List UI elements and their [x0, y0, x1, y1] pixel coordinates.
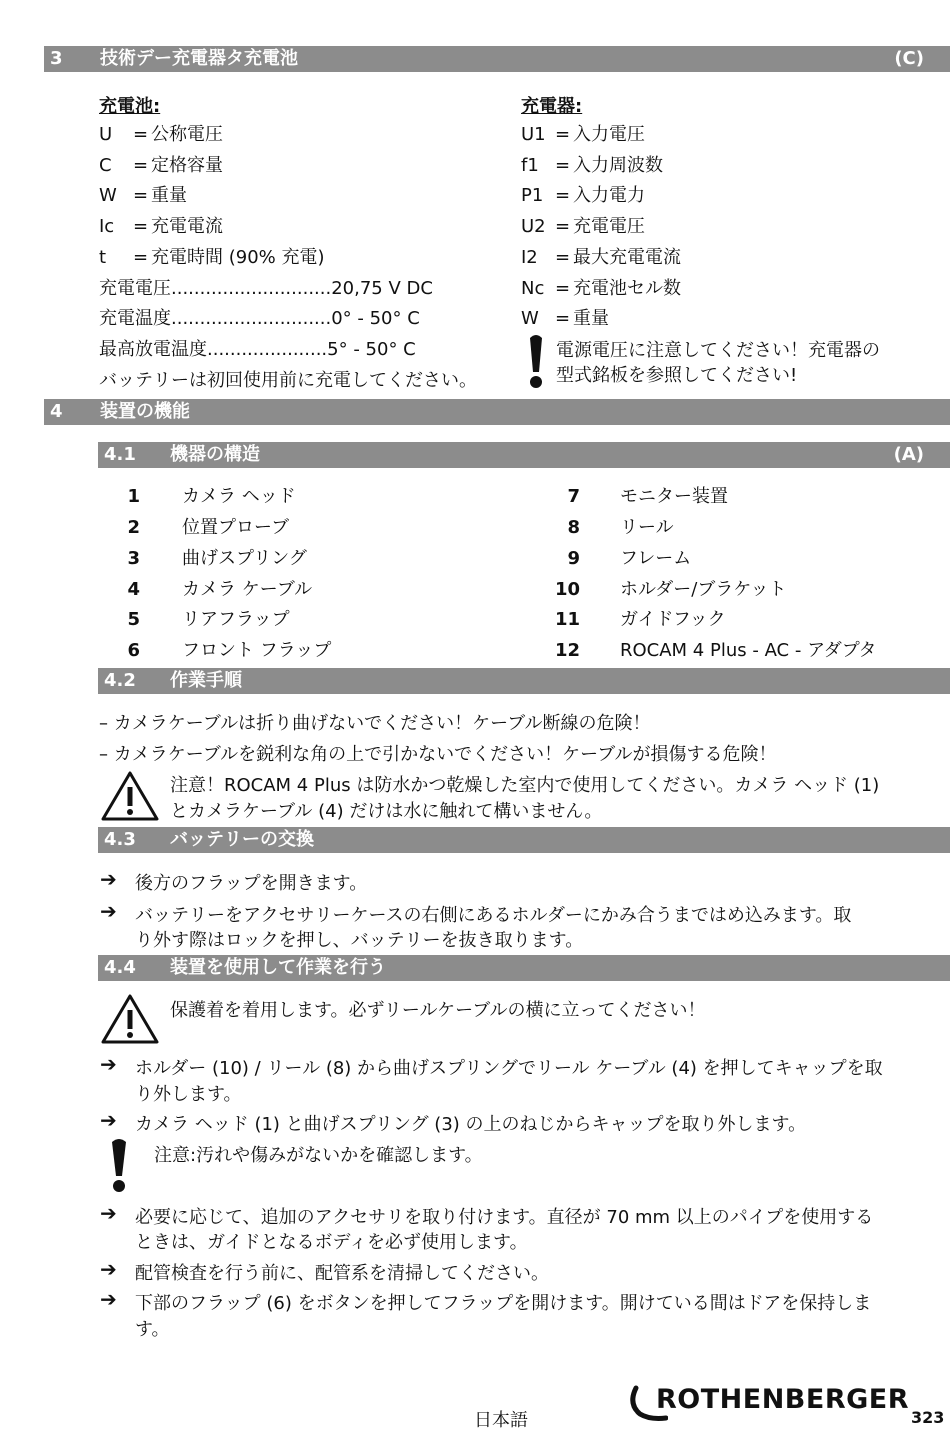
warning-triangle-icon: [100, 770, 160, 822]
battery-note: バッテリーは初回使用前に充電してください。: [99, 370, 477, 391]
section-number: 4.4: [104, 957, 136, 978]
list-item: 11 ガイドフック: [554, 609, 726, 630]
section-number: 3: [50, 48, 63, 69]
arrow-icon: ➔: [100, 1287, 117, 1311]
section-3-header: [44, 46, 950, 72]
step-text: ホルダー (10) / リール (8) から曲げスプリングでリール ケーブル (4) を押してキャップを取: [135, 1058, 883, 1079]
caution-line-2: とカメラケーブル (4) だけは水に触れて構いません。: [170, 801, 603, 822]
section-4-2-header: [98, 668, 950, 694]
warning-triangle-icon: [100, 993, 160, 1045]
charger-row: U1 = 入力電圧: [521, 124, 645, 145]
section-4-1-header: [98, 442, 950, 468]
exclamation-icon: [110, 1138, 128, 1194]
arrow-icon: ➔: [100, 1201, 117, 1225]
list-item: 5 リアフラップ: [127, 609, 290, 630]
bullet-item: – カメラケーブルを鋭利な角の上で引かないでください！ケーブルが損傷する危険！: [99, 744, 777, 765]
section-title: 装置を使用して作業を行う: [170, 957, 386, 978]
battery-row: W = 重量: [99, 185, 187, 206]
step-text: ときは、ガイドとなるボディを必ず使用します。: [135, 1232, 528, 1253]
list-item: 9 フレーム: [567, 548, 692, 569]
charger-warning-line-1: 電源電圧に注意してください！充電器の: [556, 340, 880, 361]
step-text: り外します。: [135, 1084, 242, 1105]
caution-line-1: 注意！ROCAM 4 Plus は防水かつ乾燥した室内で使用してください。カメラ ヘッド (1): [170, 775, 880, 796]
arrow-icon: ➔: [100, 867, 117, 891]
exclamation-icon: [528, 334, 544, 390]
step-text: 後方のフラップを開きます。: [135, 873, 368, 894]
battery-row: U = 公称電圧: [99, 124, 223, 145]
charger-row: P1 = 入力電力: [521, 185, 645, 206]
list-item: 7 モニター装置: [567, 486, 728, 507]
battery-row: C = 定格容量: [99, 155, 223, 176]
battery-row: Ic = 充電電流: [99, 216, 223, 237]
arrow-icon: ➔: [100, 1052, 117, 1076]
charger-row: f1 = 入力周波数: [521, 155, 663, 176]
section-title: 作業手順: [170, 670, 242, 691]
charger-header: 充電器:: [521, 96, 583, 117]
battery-header: 充電池:: [99, 96, 161, 117]
section-title: バッテリーの交換: [170, 829, 314, 850]
step-text: す。: [135, 1319, 170, 1340]
bullet-item: – カメラケーブルは折り曲げないでください！ケーブル断線の危険！: [99, 713, 651, 734]
section-number: 4.1: [104, 444, 136, 465]
list-item: 12 ROCAM 4 Plus - AC - アダプタ: [554, 640, 877, 661]
spec-charge-voltage: 充電電圧............................20,75 V DC: [99, 278, 433, 299]
list-item: 4 カメラ ケーブル: [127, 579, 313, 600]
arrow-icon: ➔: [100, 1257, 117, 1281]
spec-discharge-temperature: 最高放電温度.....................5° - 50° C: [99, 339, 416, 360]
spec-charge-temperature: 充電温度............................0° - 50° C: [99, 308, 420, 329]
charger-row: I2 = 最大充電電流: [521, 247, 681, 268]
section-title: 装置の機能: [100, 401, 190, 422]
charger-warning-line-2: 型式銘板を参照してください!: [556, 365, 798, 386]
section-title: 技術デー充電器タ充電池: [100, 48, 298, 69]
list-item: 3 曲げスプリング: [127, 548, 307, 569]
section-number: 4: [50, 401, 63, 422]
section-4-header: [44, 399, 950, 425]
list-item: 6 フロント フラップ: [127, 640, 332, 661]
step-text: 必要に応じて、追加のアクセサリを取り付けます。直径が 70 mm 以上のパイプを使用する: [135, 1207, 874, 1228]
figure-reference: (A): [893, 444, 924, 465]
section-4-3-header: [98, 827, 950, 853]
charger-row: Nc = 充電池セル数: [521, 278, 681, 299]
step-text: 配管検査を行う前に、配管系を清掃してください。: [135, 1263, 549, 1284]
footer-brand: ROTHENBERGER: [656, 1384, 910, 1415]
list-item: 10 ホルダー/ブラケット: [554, 579, 787, 600]
step-text: バッテリーをアクセサリーケースの右側にあるホルダーにかみ合うまではめ込みます。取: [135, 905, 852, 926]
figure-reference: (C): [894, 48, 924, 69]
arrow-icon: ➔: [100, 899, 117, 923]
step-text: り外す際はロックを押し、バッテリーを抜き取ります。: [135, 930, 584, 951]
list-item: 8 リール: [567, 517, 674, 538]
note-text: 注意:汚れや傷みがないかを確認します。: [154, 1145, 483, 1166]
section-number: 4.3: [104, 829, 136, 850]
step-text: カメラ ヘッド (1) と曲げスプリング (3) の上のねじからキャップを取り外します。: [135, 1114, 807, 1135]
step-text: 下部のフラップ (6) をボタンを押してフラップを開けます。開けている間はドアを保持しま: [135, 1293, 872, 1314]
battery-row: t = 充電時間 (90% 充電): [99, 247, 325, 268]
footer-language: 日本語: [474, 1410, 528, 1431]
list-item: 1 カメラ ヘッド: [127, 486, 296, 507]
arrow-icon: ➔: [100, 1108, 117, 1132]
section-title: 機器の構造: [170, 444, 260, 465]
charger-row: W = 重量: [521, 308, 609, 329]
list-item: 2 位置プローブ: [127, 517, 290, 538]
section-4-4-header: [98, 955, 950, 981]
footer-page-number: 323: [911, 1408, 945, 1427]
charger-row: U2 = 充電電圧: [521, 216, 645, 237]
caution-text: 保護着を着用します。必ずリールケーブルの横に立ってください！: [170, 1000, 706, 1021]
section-number: 4.2: [104, 670, 136, 691]
